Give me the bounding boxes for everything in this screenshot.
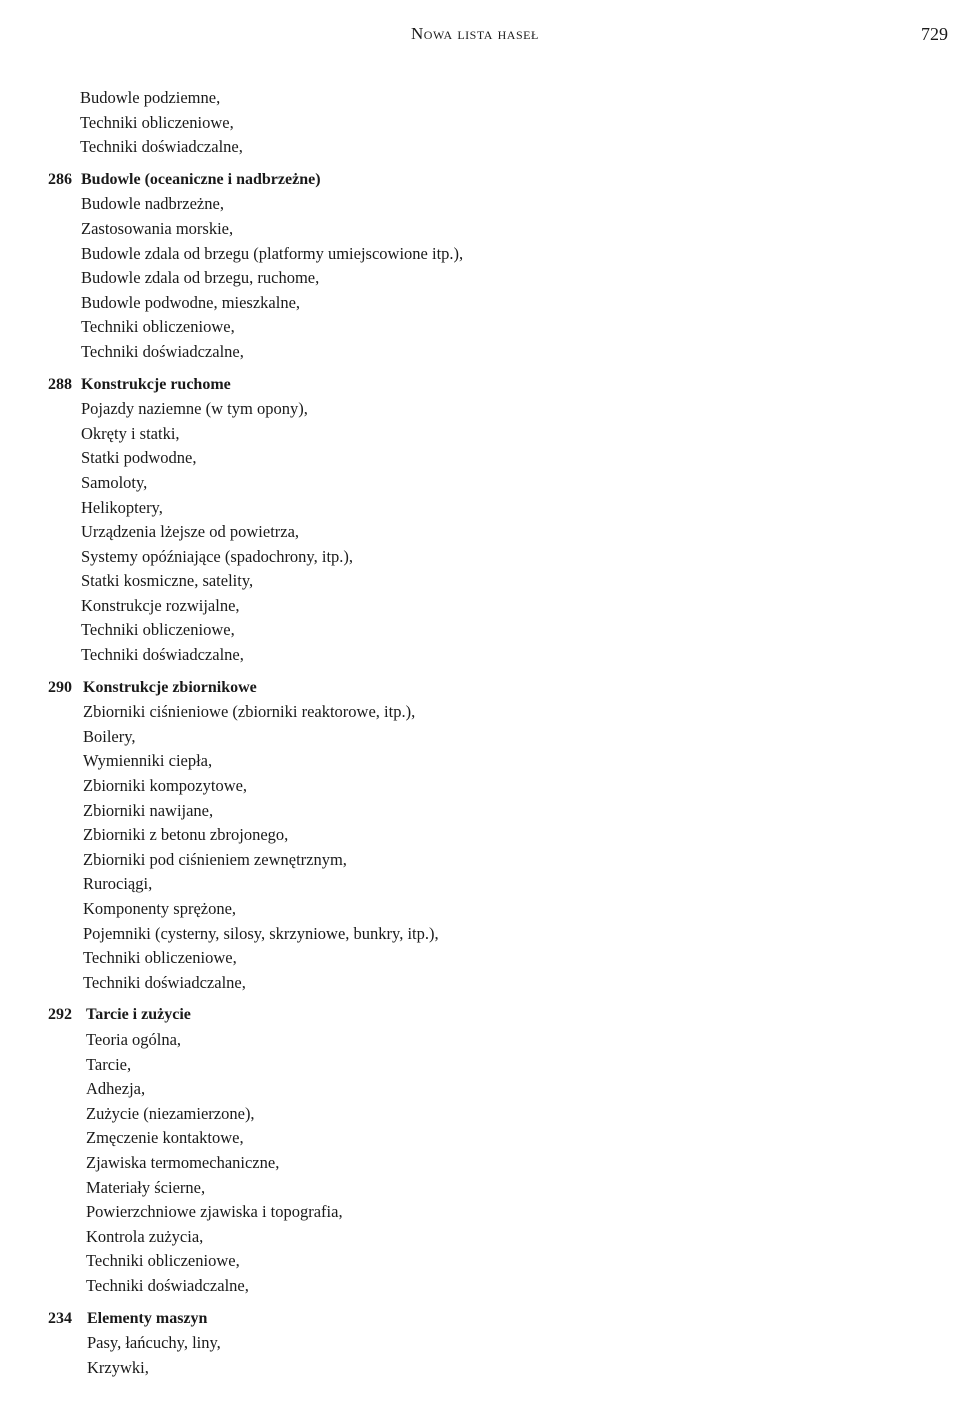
list-item: Zastosowania morskie, [81, 218, 234, 238]
keyword-list [0, 86, 960, 1388]
section-title: Tarcie i zużycie [86, 1006, 191, 1024]
list-item: Komponenty sprężone, [83, 899, 237, 918]
section-heading [0, 1003, 960, 1028]
list-item: Techniki obliczeniowe, [80, 112, 234, 132]
section-heading [0, 676, 960, 701]
list-item: Zjawiska termomechaniczne, [86, 1152, 280, 1172]
section-heading [0, 1307, 960, 1332]
section-number: 234 [48, 1309, 72, 1327]
list-item: Budowle zdala od brzegu, ruchome, [81, 268, 320, 288]
list-item: Materiały ścierne, [86, 1177, 206, 1197]
section-heading [0, 168, 960, 193]
list-item: Budowle zdala od brzegu (platformy umiejscowione itp.), [81, 243, 464, 263]
list-item: Techniki doświadczalne, [81, 645, 244, 665]
list-item: Helikoptery, [81, 497, 163, 517]
list-item: Samoloty, [81, 472, 148, 492]
list-item: Krzywki, [87, 1357, 149, 1377]
list-item: Boilery, [83, 726, 136, 746]
list-item: Statki kosmiczne, satelity, [81, 571, 254, 591]
list-item: Techniki doświadczalne, [86, 1275, 249, 1295]
list-item: Budowle podziemne, [80, 88, 221, 107]
list-item: Techniki doświadczalne, [80, 137, 243, 157]
section-title: Elementy maszyn [87, 1309, 208, 1327]
section-title: Konstrukcje zbiornikowe [83, 678, 257, 696]
list-item: Systemy opóźniające (spadochrony, itp.), [81, 546, 354, 566]
section-title: Konstrukcje ruchome [81, 375, 231, 393]
section-number: 286 [48, 170, 72, 188]
section [0, 676, 960, 996]
section [0, 373, 960, 668]
list-item: Zbiorniki z betonu zbrojonego, [83, 825, 289, 845]
page-number: 729 [921, 24, 948, 44]
list-item: Techniki doświadczalne, [83, 972, 246, 992]
list-item: Techniki doświadczalne, [81, 341, 244, 361]
list-item: Zbiorniki ciśnieniowe (zbiorniki reaktorowe, itp.), [83, 702, 416, 722]
list-item: Zbiorniki nawijane, [83, 800, 214, 820]
list-item: Adhezja, [86, 1079, 146, 1099]
list-item: Techniki obliczeniowe, [81, 620, 235, 640]
section-number: 292 [48, 1006, 72, 1024]
list-item: Teoria ogólna, [86, 1029, 182, 1049]
list-item: Wymienniki ciepła, [83, 751, 213, 771]
section-heading [0, 373, 960, 398]
list-item: Budowle nadbrzeżne, [81, 194, 224, 214]
list-item: Konstrukcje rozwijalne, [81, 595, 240, 615]
list-item: Pojazdy naziemne (w tym opony), [81, 399, 308, 419]
list-item: Statki podwodne, [81, 448, 197, 468]
list-item: Zmęczenie kontaktowe, [86, 1128, 244, 1148]
list-item: Rurociągi, [83, 874, 153, 894]
list-item: Tarcie, [86, 1054, 132, 1074]
list-item: Urządzenia lżejsze od powietrza, [81, 522, 300, 542]
section-number: 290 [48, 678, 72, 696]
section [0, 168, 960, 365]
list-item: Pasy, łańcuchy, liny, [87, 1333, 221, 1353]
section-number: 288 [48, 375, 72, 393]
section [0, 86, 960, 160]
list-item: Zbiorniki kompozytowe, [83, 776, 248, 796]
list-item: Budowle podwodne, mieszkalne, [81, 292, 301, 312]
list-item: Pojemniki (cysterny, silosy, skrzyniowe, bunkry, itp.), [83, 923, 439, 943]
list-item: Zbiorniki pod ciśnieniem zewnętrznym, [83, 849, 347, 869]
section [0, 1003, 960, 1298]
section [0, 1307, 960, 1381]
list-item: Techniki obliczeniowe, [86, 1251, 240, 1271]
running-header: Nowa lista haseł [411, 24, 539, 43]
list-item: Kontrola zużycia, [86, 1226, 204, 1246]
list-item: Powierzchniowe zjawiska i topografia, [86, 1202, 343, 1222]
list-item: Techniki obliczeniowe, [83, 948, 237, 968]
list-item: Techniki obliczeniowe, [81, 317, 235, 337]
list-item: Okręty i statki, [81, 423, 180, 443]
section-title: Budowle (oceaniczne i nadbrzeżne) [81, 170, 321, 188]
list-item: Zużycie (niezamierzone), [86, 1103, 255, 1123]
